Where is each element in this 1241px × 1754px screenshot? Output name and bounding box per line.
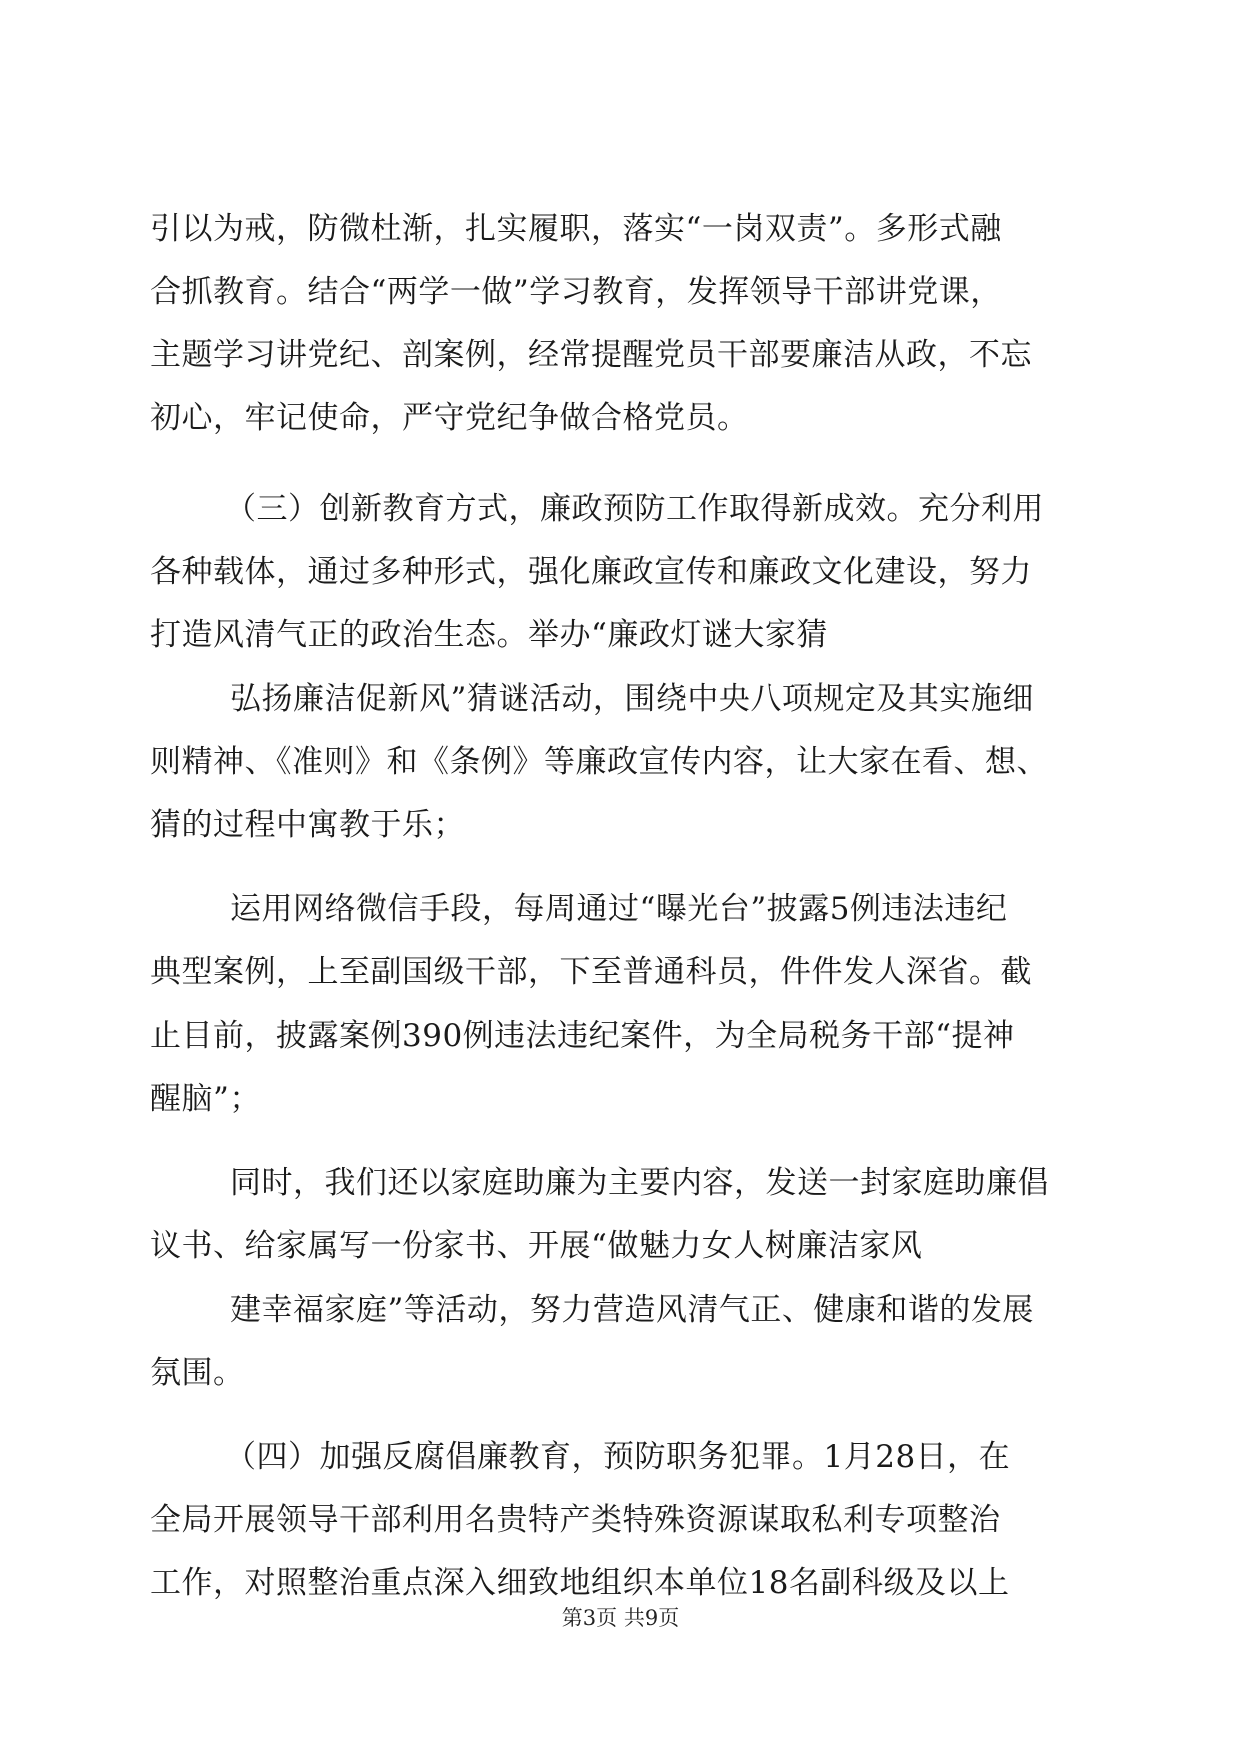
text-line: 止目前，披露案例390例违法违纪案件，为全局税务干部“提神 <box>150 1018 1015 1054</box>
text-line: 主题学习讲党纪、剖案例，经常提醒党员干部要廉洁从政，不忘 <box>150 337 1032 373</box>
text-line: 初心，牢记使命，严守党纪争做合格党员。 <box>150 400 749 436</box>
text-line: 打造风清气正的政治生态。举办“廉政灯谜大家猜 <box>150 617 828 653</box>
text-line: 工作，对照整治重点深入细致地组织本单位18名副科级及以上 <box>150 1565 1010 1601</box>
text-line: 议书、给家属写一份家书、开展“做魅力女人树廉洁家风 <box>150 1228 923 1264</box>
text-line: 各种载体，通过多种形式，强化廉政宣传和廉政文化建设，努力 <box>150 554 1032 590</box>
text-line: （四）加强反腐倡廉教育，预防职务犯罪。1月28日，在 <box>225 1439 1011 1475</box>
text-line: 运用网络微信手段，每周通过“曝光台”披露5例违法违纪 <box>230 891 1008 927</box>
text-line: 氛围。 <box>150 1355 245 1391</box>
text-line: 弘扬廉洁促新风”猜谜活动，围绕中央八项规定及其实施细 <box>230 681 1034 717</box>
text-line: （三）创新教育方式，廉政预防工作取得新成效。充分利用 <box>225 491 1044 527</box>
text-line: 全局开展领导干部利用名贵特产类特殊资源谋取私利专项整治 <box>150 1502 1001 1538</box>
text-line: 则精神、《准则》和《条例》等廉政宣传内容，让大家在看、想、 <box>150 744 1048 780</box>
text-line: 引以为戒，防微杜渐，扎实履职，落实“一岗双责”。多形式融 <box>150 211 1002 247</box>
page-number-footer: 第3页 共9页 <box>561 1606 680 1630</box>
text-line: 猜的过程中寓教于乐； <box>150 807 465 843</box>
text-line: 典型案例，上至副国级干部，下至普通科员，件件发人深省。截 <box>150 954 1032 990</box>
text-line: 合抓教育。结合“两学一做”学习教育，发挥领导干部讲党课， <box>150 274 1002 310</box>
text-line: 建幸福家庭”等活动，努力营造风清气正、健康和谐的发展 <box>230 1292 1034 1328</box>
text-line: 醒脑”； <box>150 1081 261 1117</box>
text-line: 同时，我们还以家庭助廉为主要内容，发送一封家庭助廉倡 <box>230 1165 1049 1201</box>
